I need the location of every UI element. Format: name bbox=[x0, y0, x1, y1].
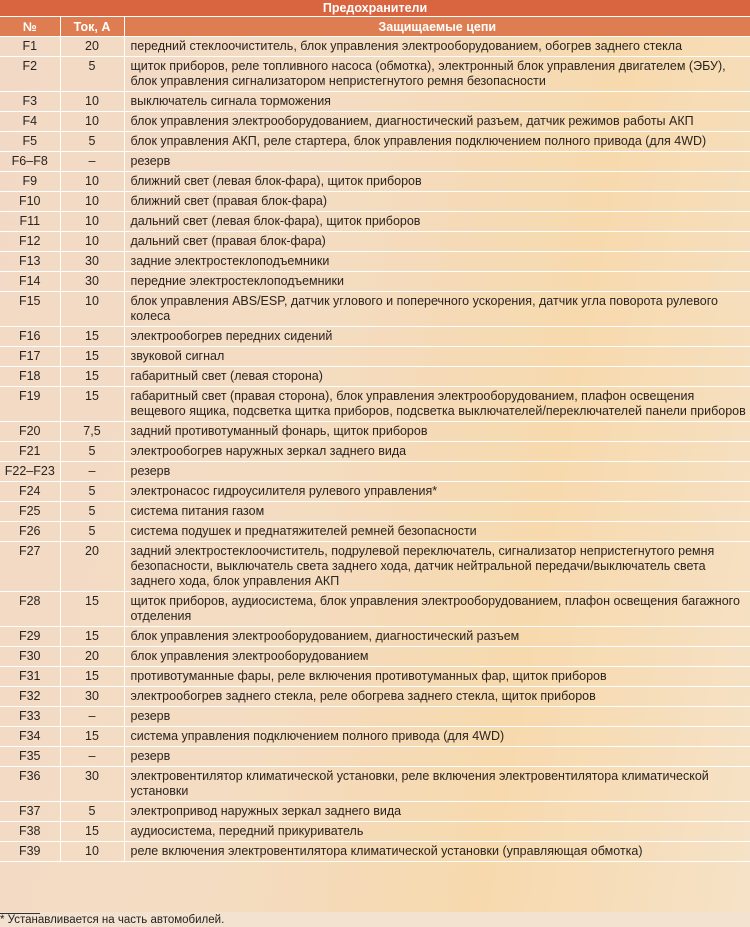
fuse-rows bbox=[0, 37, 750, 862]
fuse-current: 7,5 bbox=[60, 422, 124, 442]
header-circuits: Защищаемые цепи bbox=[124, 17, 750, 37]
protected-circuits: блок управления электрооборудованием bbox=[124, 647, 750, 667]
table-row bbox=[0, 522, 750, 542]
protected-circuits: резерв bbox=[124, 747, 750, 767]
table-row bbox=[0, 767, 750, 802]
protected-circuits: дальний свет (правая блок-фара) bbox=[124, 232, 750, 252]
protected-circuits: блок управления электрооборудованием, диагностический разъем bbox=[124, 627, 750, 647]
table-row bbox=[0, 272, 750, 292]
fuse-number: F6–F8 bbox=[0, 152, 60, 172]
fuse-current: 15 bbox=[60, 347, 124, 367]
fuse-current: 30 bbox=[60, 272, 124, 292]
fuse-current: 15 bbox=[60, 387, 124, 422]
protected-circuits: система управления подключением полного привода (для 4WD) bbox=[124, 727, 750, 747]
fuse-current: 5 bbox=[60, 132, 124, 152]
protected-circuits: передние электростеклоподъемники bbox=[124, 272, 750, 292]
table-row bbox=[0, 647, 750, 667]
table-row bbox=[0, 687, 750, 707]
table-row bbox=[0, 482, 750, 502]
fuse-number: F37 bbox=[0, 802, 60, 822]
protected-circuits: электрообогрев наружных зеркал заднего вида bbox=[124, 442, 750, 462]
table-row bbox=[0, 727, 750, 747]
table-row bbox=[0, 37, 750, 57]
fuse-current: 10 bbox=[60, 192, 124, 212]
fuse-number: F20 bbox=[0, 422, 60, 442]
fuse-number: F38 bbox=[0, 822, 60, 842]
fuse-current: 10 bbox=[60, 292, 124, 327]
protected-circuits: электрообогрев передних сидений bbox=[124, 327, 750, 347]
fuse-number: F12 bbox=[0, 232, 60, 252]
fuse-current: 5 bbox=[60, 482, 124, 502]
protected-circuits: противотуманные фары, реле включения противотуманных фар, щиток приборов bbox=[124, 667, 750, 687]
table-row bbox=[0, 842, 750, 862]
fuse-current: – bbox=[60, 707, 124, 727]
footnote: * Устанавливается на часть автомобилей. bbox=[0, 914, 225, 926]
fuse-number: F29 bbox=[0, 627, 60, 647]
fuse-current: 15 bbox=[60, 667, 124, 687]
protected-circuits: электронасос гидроусилителя рулевого управления* bbox=[124, 482, 750, 502]
fuse-current: 15 bbox=[60, 822, 124, 842]
protected-circuits: задние электростеклоподъемники bbox=[124, 252, 750, 272]
fuse-number: F4 bbox=[0, 112, 60, 132]
protected-circuits: система подушек и преднатяжителей ремней безопасности bbox=[124, 522, 750, 542]
fuse-number: F15 bbox=[0, 292, 60, 327]
fuse-current: – bbox=[60, 462, 124, 482]
fuse-current: – bbox=[60, 747, 124, 767]
table-row bbox=[0, 152, 750, 172]
fuse-number: F9 bbox=[0, 172, 60, 192]
fuse-current: 5 bbox=[60, 802, 124, 822]
fuse-number: F10 bbox=[0, 192, 60, 212]
table-row bbox=[0, 192, 750, 212]
fuse-number: F3 bbox=[0, 92, 60, 112]
protected-circuits: электропривод наружных зеркал заднего вида bbox=[124, 802, 750, 822]
protected-circuits: электровентилятор климатической установки, реле включения электровентилятора климатической установки bbox=[124, 767, 750, 802]
fuse-number: F25 bbox=[0, 502, 60, 522]
fuse-number: F33 bbox=[0, 707, 60, 727]
fuse-current: 15 bbox=[60, 627, 124, 647]
table-row bbox=[0, 212, 750, 232]
fuse-current: 30 bbox=[60, 687, 124, 707]
fuse-number: F21 bbox=[0, 442, 60, 462]
protected-circuits: щиток приборов, реле топливного насоса (обмотка), электронный блок управления двигателем (ЭБУ), блок управления сигнализатором непристегнутого ремня безопасности bbox=[124, 57, 750, 92]
fuse-number: F26 bbox=[0, 522, 60, 542]
fuse-number: F13 bbox=[0, 252, 60, 272]
table-row bbox=[0, 442, 750, 462]
fuse-number: F24 bbox=[0, 482, 60, 502]
fuse-current: 20 bbox=[60, 37, 124, 57]
fuse-current: 5 bbox=[60, 502, 124, 522]
protected-circuits: система питания газом bbox=[124, 502, 750, 522]
protected-circuits: резерв bbox=[124, 462, 750, 482]
table-title: Предохранители bbox=[0, 0, 750, 17]
fuse-number: F35 bbox=[0, 747, 60, 767]
fuse-current: 5 bbox=[60, 522, 124, 542]
table-row bbox=[0, 252, 750, 272]
fuse-current: 10 bbox=[60, 842, 124, 862]
fuse-number: F17 bbox=[0, 347, 60, 367]
fuse-current: 10 bbox=[60, 172, 124, 192]
fuse-current: 5 bbox=[60, 57, 124, 92]
table-row bbox=[0, 112, 750, 132]
table-row bbox=[0, 57, 750, 92]
table-row bbox=[0, 462, 750, 482]
fuse-current: 15 bbox=[60, 367, 124, 387]
fuse-current: 10 bbox=[60, 92, 124, 112]
protected-circuits: выключатель сигнала торможения bbox=[124, 92, 750, 112]
table-row bbox=[0, 367, 750, 387]
table-row bbox=[0, 822, 750, 842]
fuse-number: F31 bbox=[0, 667, 60, 687]
protected-circuits: звуковой сигнал bbox=[124, 347, 750, 367]
protected-circuits: электрообогрев заднего стекла, реле обогрева заднего стекла, щиток приборов bbox=[124, 687, 750, 707]
fuse-number: F28 bbox=[0, 592, 60, 627]
table-row bbox=[0, 347, 750, 367]
fuse-number: F32 bbox=[0, 687, 60, 707]
protected-circuits: аудиосистема, передний прикуриватель bbox=[124, 822, 750, 842]
table-row bbox=[0, 387, 750, 422]
header-num: № bbox=[0, 17, 60, 37]
table-row bbox=[0, 707, 750, 727]
fuse-number: F36 bbox=[0, 767, 60, 802]
protected-circuits: блок управления ABS/ESP, датчик углового и поперечного ускорения, датчик угла поворота рулевого колеса bbox=[124, 292, 750, 327]
table-row bbox=[0, 747, 750, 767]
fuse-current: 20 bbox=[60, 542, 124, 592]
fuse-number: F16 bbox=[0, 327, 60, 347]
protected-circuits: ближний свет (правая блок-фара) bbox=[124, 192, 750, 212]
protected-circuits: дальний свет (левая блок-фара), щиток приборов bbox=[124, 212, 750, 232]
fuse-number: F11 bbox=[0, 212, 60, 232]
table-row bbox=[0, 502, 750, 522]
table-row bbox=[0, 327, 750, 347]
protected-circuits: ближний свет (левая блок-фара), щиток приборов bbox=[124, 172, 750, 192]
fuse-current: 30 bbox=[60, 767, 124, 802]
fuse-current: 15 bbox=[60, 592, 124, 627]
table-row bbox=[0, 802, 750, 822]
fuse-number: F18 bbox=[0, 367, 60, 387]
protected-circuits: габаритный свет (левая сторона) bbox=[124, 367, 750, 387]
header-row bbox=[0, 17, 750, 37]
table-row bbox=[0, 422, 750, 442]
fuse-number: F19 bbox=[0, 387, 60, 422]
fuse-number: F5 bbox=[0, 132, 60, 152]
table-row bbox=[0, 627, 750, 647]
table-row bbox=[0, 132, 750, 152]
fuse-current: 15 bbox=[60, 327, 124, 347]
fuse-current: 5 bbox=[60, 442, 124, 462]
fuse-number: F34 bbox=[0, 727, 60, 747]
fuse-number: F14 bbox=[0, 272, 60, 292]
fuse-number: F22–F23 bbox=[0, 462, 60, 482]
protected-circuits: блок управления электрооборудованием, диагностический разъем, датчик режимов работы АКП bbox=[124, 112, 750, 132]
fuse-number: F30 bbox=[0, 647, 60, 667]
protected-circuits: задний противотуманный фонарь, щиток приборов bbox=[124, 422, 750, 442]
fuse-table bbox=[0, 17, 750, 862]
fuse-current: 10 bbox=[60, 212, 124, 232]
protected-circuits: реле включения электровентилятора климатической установки (управляющая обмотка) bbox=[124, 842, 750, 862]
fuse-current: – bbox=[60, 152, 124, 172]
protected-circuits: резерв bbox=[124, 707, 750, 727]
table-row bbox=[0, 92, 750, 112]
header-current: Ток, А bbox=[60, 17, 124, 37]
fuse-current: 30 bbox=[60, 252, 124, 272]
protected-circuits: задний электростеклоочиститель, подрулевой переключатель, сигнализатор непристегнутого ремня безопасности, выключатель света заднего хода, датчик нейтральной передачи/выключатель света заднего хода, блок управления АКП bbox=[124, 542, 750, 592]
table-row bbox=[0, 232, 750, 252]
protected-circuits: блок управления АКП, реле стартера, блок управления подключением полного привода (для 4WD) bbox=[124, 132, 750, 152]
table-row bbox=[0, 667, 750, 687]
protected-circuits: передний стеклоочиститель, блок управления электрооборудованием, обогрев заднего стекла bbox=[124, 37, 750, 57]
protected-circuits: резерв bbox=[124, 152, 750, 172]
protected-circuits: щиток приборов, аудиосистема, блок управления электрооборудованием, плафон освещения багажного отделения bbox=[124, 592, 750, 627]
table-row bbox=[0, 292, 750, 327]
fuse-current: 15 bbox=[60, 727, 124, 747]
table-row bbox=[0, 592, 750, 627]
fuse-number: F39 bbox=[0, 842, 60, 862]
table-row bbox=[0, 172, 750, 192]
protected-circuits: габаритный свет (правая сторона), блок управления электрооборудованием, плафон освещения вещевого ящика, подсветка щитка приборов, подсветка выключателей/переключателей панели приборов bbox=[124, 387, 750, 422]
fuse-number: F2 bbox=[0, 57, 60, 92]
fuse-current: 10 bbox=[60, 112, 124, 132]
fuse-number: F27 bbox=[0, 542, 60, 592]
fuse-current: 10 bbox=[60, 232, 124, 252]
fuse-number: F1 bbox=[0, 37, 60, 57]
table-row bbox=[0, 542, 750, 592]
fuse-current: 20 bbox=[60, 647, 124, 667]
